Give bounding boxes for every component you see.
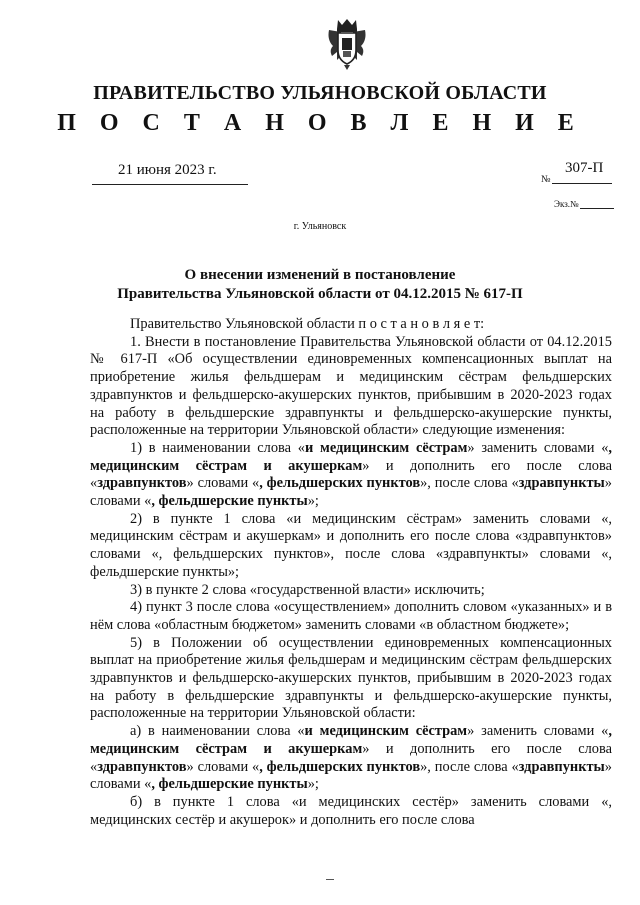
item-5: 5) в Положении об осуществлении единовременных компенсационных выплат на приобретение жилья фельдшерам и медицинским сёстрам фельдшерских здравпунктов и фельдшерско-акушерских пунктов, прибывшим в 2020-2023 годах на работу в фельдшерские здравпункты и фельдшерско-акушерские пункты, расположенные на территории Ульяновской области: bbox=[90, 634, 612, 722]
coat-of-arms-icon bbox=[325, 16, 369, 72]
government-title: ПРАВИТЕЛЬСТВО УЛЬЯНОВСКОЙ ОБЛАСТИ bbox=[93, 82, 547, 104]
document-type: П О С Т А Н О В Л Е Н И Е bbox=[57, 110, 583, 136]
page-footer-mark bbox=[326, 879, 334, 880]
city: г. Ульяновск bbox=[293, 221, 347, 232]
document-heading bbox=[0, 266, 640, 304]
intro-paragraph: Правительство Ульяновской области п о с т а н о в л я е т: bbox=[130, 316, 485, 332]
item-3: 3) в пункте 2 слова «государственной власти» исключить; bbox=[130, 581, 485, 598]
copy-number-label: Экз.№ bbox=[554, 199, 579, 209]
heading-line-1: О внесении изменений в постановление bbox=[184, 267, 456, 283]
item-b: б) в пункте 1 слова «и медицинских сестёр» заменить словами «, медицинских сестёр и акушерок» и дополнить его после слова bbox=[90, 793, 612, 828]
number-mark: № bbox=[541, 174, 551, 185]
paragraph-1: 1. Внести в постановление Правительства Ульяновской области от 04.12.2015 № 617-П «Об осуществлении единовременных компенсационных выплат на приобретение жилья фельдшерам и медицинским сёстрам фельдшерских здравпунктов и фельдшерско-акушерских пунктов, прибывшим в 2020-2023 годах на работу в фельдшерские здравпункты и фельдшерско-акушерские пункты, расположенные на территории Ульяновской области» следующие изменения: bbox=[90, 333, 612, 439]
item-1: 1) в наименовании слова «и медицинским сёстрам» заменить словами «, медицинским сёстрам и акушеркам» и дополнить его после слова «здравпунктов» словами «, фельдшерских пунктов», после слова «здравпункты» словами «, фельдшерские пункты»; bbox=[90, 439, 612, 510]
item-a: а) в наименовании слова «и медицинским сёстрам» заменить словами «, медицинским сёстрам и акушеркам» и дополнить его после слова «здравпунктов» словами «, фельдшерских пунктов», после слова «здравпункты» словами «, фельдшерские пункты»; bbox=[90, 723, 612, 793]
heading-line-2: Правительства Ульяновской области от 04.12.2015 № 617-П bbox=[117, 286, 523, 302]
date-underline bbox=[92, 184, 248, 185]
number-underline bbox=[552, 183, 612, 184]
document-date: 21 июня 2023 г. bbox=[118, 162, 217, 178]
document-body bbox=[90, 316, 612, 829]
document-number: 307-П bbox=[565, 160, 604, 176]
copy-number-underline bbox=[580, 208, 614, 209]
item-4: 4) пункт 3 после слова «осуществлением» дополнить словом «указанных» и в нём слова «областным бюджетом» заменить словами «в областном бюджете»; bbox=[90, 599, 612, 633]
item-2: 2) в пункте 1 слова «и медицинским сёстрам» заменить словами «, медицинским сёстрам и акушеркам» и дополнить его после слова «здравпунктов» словами «, фельдшерских пунктов», после слова «здравпункты» словами «, фельдшерские пункты»; bbox=[90, 510, 612, 580]
